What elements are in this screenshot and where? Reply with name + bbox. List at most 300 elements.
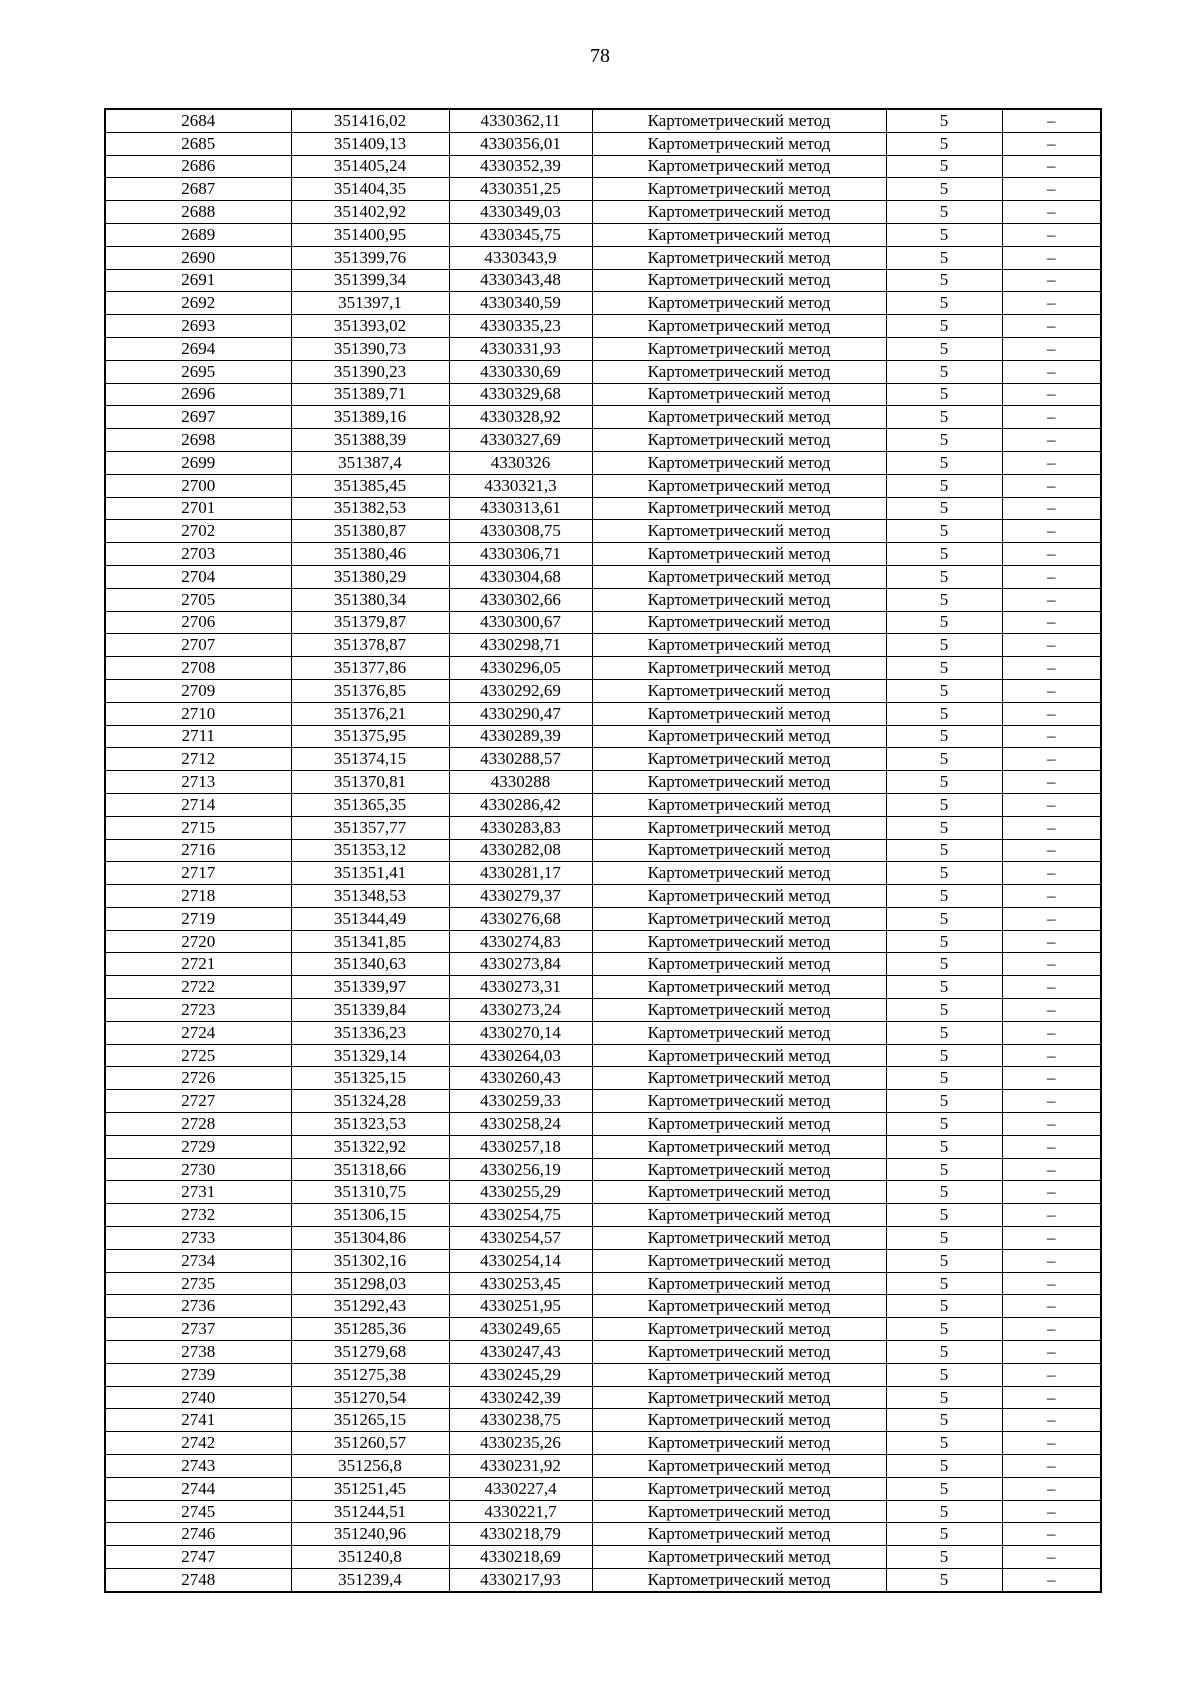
table-row <box>105 201 1101 224</box>
note-cell: – <box>1002 702 1101 725</box>
note-cell: – <box>1002 269 1101 292</box>
y-coordinate-cell: 4330273,84 <box>449 953 592 976</box>
y-coordinate-cell: 4330282,08 <box>449 839 592 862</box>
table-row <box>105 1272 1101 1295</box>
table-row <box>105 383 1101 406</box>
accuracy-cell: 5 <box>886 1113 1002 1136</box>
note-cell: – <box>1002 793 1101 816</box>
note-cell: – <box>1002 1181 1101 1204</box>
note-cell: – <box>1002 565 1101 588</box>
accuracy-cell: 5 <box>886 1409 1002 1432</box>
accuracy-cell: 5 <box>886 657 1002 680</box>
table-row <box>105 862 1101 885</box>
accuracy-cell: 5 <box>886 1044 1002 1067</box>
point-number-cell: 2729 <box>105 1135 291 1158</box>
table-row <box>105 1455 1101 1478</box>
y-coordinate-cell: 4330351,25 <box>449 178 592 201</box>
method-cell: Картометрический метод <box>592 565 886 588</box>
y-coordinate-cell: 4330290,47 <box>449 702 592 725</box>
x-coordinate-cell: 351348,53 <box>291 885 449 908</box>
y-coordinate-cell: 4330274,83 <box>449 930 592 953</box>
x-coordinate-cell: 351240,8 <box>291 1546 449 1569</box>
accuracy-cell: 5 <box>886 725 1002 748</box>
y-coordinate-cell: 4330329,68 <box>449 383 592 406</box>
method-cell: Картометрический метод <box>592 520 886 543</box>
note-cell: – <box>1002 155 1101 178</box>
method-cell: Картометрический метод <box>592 1067 886 1090</box>
method-cell: Картометрический метод <box>592 679 886 702</box>
y-coordinate-cell: 4330251,95 <box>449 1295 592 1318</box>
method-cell: Картометрический метод <box>592 1363 886 1386</box>
point-number-cell: 2727 <box>105 1090 291 1113</box>
y-coordinate-cell: 4330221,7 <box>449 1500 592 1523</box>
point-number-cell: 2728 <box>105 1113 291 1136</box>
note-cell: – <box>1002 771 1101 794</box>
note-cell: – <box>1002 611 1101 634</box>
table-row <box>105 246 1101 269</box>
point-number-cell: 2726 <box>105 1067 291 1090</box>
accuracy-cell: 5 <box>886 1363 1002 1386</box>
note-cell: – <box>1002 132 1101 155</box>
note-cell: – <box>1002 588 1101 611</box>
note-cell: – <box>1002 748 1101 771</box>
accuracy-cell: 5 <box>886 543 1002 566</box>
y-coordinate-cell: 4330264,03 <box>449 1044 592 1067</box>
accuracy-cell: 5 <box>886 1204 1002 1227</box>
y-coordinate-cell: 4330335,23 <box>449 315 592 338</box>
method-cell: Картометрический метод <box>592 223 886 246</box>
table-row <box>105 657 1101 680</box>
table-row <box>105 1318 1101 1341</box>
note-cell: – <box>1002 109 1101 132</box>
table-row <box>105 520 1101 543</box>
x-coordinate-cell: 351380,34 <box>291 588 449 611</box>
x-coordinate-cell: 351378,87 <box>291 634 449 657</box>
point-number-cell: 2702 <box>105 520 291 543</box>
accuracy-cell: 5 <box>886 178 1002 201</box>
x-coordinate-cell: 351375,95 <box>291 725 449 748</box>
point-number-cell: 2733 <box>105 1227 291 1250</box>
accuracy-cell: 5 <box>886 1227 1002 1250</box>
accuracy-cell: 5 <box>886 429 1002 452</box>
note-cell: – <box>1002 976 1101 999</box>
point-number-cell: 2721 <box>105 953 291 976</box>
note-cell: – <box>1002 1455 1101 1478</box>
method-cell: Картометрический метод <box>592 1409 886 1432</box>
table-row <box>105 1477 1101 1500</box>
x-coordinate-cell: 351329,14 <box>291 1044 449 1067</box>
accuracy-cell: 5 <box>886 1477 1002 1500</box>
y-coordinate-cell: 4330343,48 <box>449 269 592 292</box>
method-cell: Картометрический метод <box>592 816 886 839</box>
method-cell: Картометрический метод <box>592 1204 886 1227</box>
x-coordinate-cell: 351393,02 <box>291 315 449 338</box>
table-row <box>105 1090 1101 1113</box>
y-coordinate-cell: 4330283,83 <box>449 816 592 839</box>
x-coordinate-cell: 351344,49 <box>291 907 449 930</box>
y-coordinate-cell: 4330253,45 <box>449 1272 592 1295</box>
note-cell: – <box>1002 1500 1101 1523</box>
accuracy-cell: 5 <box>886 1432 1002 1455</box>
method-cell: Картометрический метод <box>592 383 886 406</box>
method-cell: Картометрический метод <box>592 771 886 794</box>
note-cell: – <box>1002 1044 1101 1067</box>
table-row <box>105 1569 1101 1592</box>
x-coordinate-cell: 351310,75 <box>291 1181 449 1204</box>
y-coordinate-cell: 4330256,19 <box>449 1158 592 1181</box>
y-coordinate-cell: 4330249,65 <box>449 1318 592 1341</box>
accuracy-cell: 5 <box>886 269 1002 292</box>
point-number-cell: 2719 <box>105 907 291 930</box>
method-cell: Картометрический метод <box>592 1158 886 1181</box>
method-cell: Картометрический метод <box>592 839 886 862</box>
accuracy-cell: 5 <box>886 451 1002 474</box>
y-coordinate-cell: 4330218,79 <box>449 1523 592 1546</box>
accuracy-cell: 5 <box>886 497 1002 520</box>
accuracy-cell: 5 <box>886 1295 1002 1318</box>
x-coordinate-cell: 351402,92 <box>291 201 449 224</box>
accuracy-cell: 5 <box>886 976 1002 999</box>
accuracy-cell: 5 <box>886 383 1002 406</box>
table-row <box>105 1227 1101 1250</box>
y-coordinate-cell: 4330281,17 <box>449 862 592 885</box>
y-coordinate-cell: 4330340,59 <box>449 292 592 315</box>
method-cell: Картометрический метод <box>592 976 886 999</box>
method-cell: Картометрический метод <box>592 1523 886 1546</box>
method-cell: Картометрический метод <box>592 1477 886 1500</box>
point-number-cell: 2687 <box>105 178 291 201</box>
note-cell: – <box>1002 1158 1101 1181</box>
x-coordinate-cell: 351388,39 <box>291 429 449 452</box>
method-cell: Картометрический метод <box>592 1113 886 1136</box>
note-cell: – <box>1002 178 1101 201</box>
table-row <box>105 1409 1101 1432</box>
method-cell: Картометрический метод <box>592 1272 886 1295</box>
method-cell: Картометрический метод <box>592 1227 886 1250</box>
point-number-cell: 2701 <box>105 497 291 520</box>
x-coordinate-cell: 351340,63 <box>291 953 449 976</box>
note-cell: – <box>1002 451 1101 474</box>
note-cell: – <box>1002 1067 1101 1090</box>
accuracy-cell: 5 <box>886 315 1002 338</box>
method-cell: Картометрический метод <box>592 406 886 429</box>
point-number-cell: 2689 <box>105 223 291 246</box>
x-coordinate-cell: 351339,84 <box>291 999 449 1022</box>
method-cell: Картометрический метод <box>592 1249 886 1272</box>
point-number-cell: 2704 <box>105 565 291 588</box>
method-cell: Картометрический метод <box>592 1090 886 1113</box>
accuracy-cell: 5 <box>886 1546 1002 1569</box>
note-cell: – <box>1002 679 1101 702</box>
note-cell: – <box>1002 1135 1101 1158</box>
table-row <box>105 1021 1101 1044</box>
accuracy-cell: 5 <box>886 520 1002 543</box>
accuracy-cell: 5 <box>886 953 1002 976</box>
method-cell: Картометрический метод <box>592 1135 886 1158</box>
point-number-cell: 2736 <box>105 1295 291 1318</box>
table-row <box>105 907 1101 930</box>
note-cell: – <box>1002 201 1101 224</box>
point-number-cell: 2695 <box>105 360 291 383</box>
method-cell: Картометрический метод <box>592 1386 886 1409</box>
x-coordinate-cell: 351292,43 <box>291 1295 449 1318</box>
accuracy-cell: 5 <box>886 702 1002 725</box>
point-number-cell: 2743 <box>105 1455 291 1478</box>
accuracy-cell: 5 <box>886 201 1002 224</box>
x-coordinate-cell: 351404,35 <box>291 178 449 201</box>
point-number-cell: 2685 <box>105 132 291 155</box>
y-coordinate-cell: 4330352,39 <box>449 155 592 178</box>
note-cell: – <box>1002 1318 1101 1341</box>
x-coordinate-cell: 351389,16 <box>291 406 449 429</box>
note-cell: – <box>1002 406 1101 429</box>
y-coordinate-cell: 4330296,05 <box>449 657 592 680</box>
y-coordinate-cell: 4330330,69 <box>449 360 592 383</box>
x-coordinate-cell: 351390,73 <box>291 337 449 360</box>
point-number-cell: 2716 <box>105 839 291 862</box>
x-coordinate-cell: 351304,86 <box>291 1227 449 1250</box>
method-cell: Картометрический метод <box>592 178 886 201</box>
x-coordinate-cell: 351322,92 <box>291 1135 449 1158</box>
y-coordinate-cell: 4330304,68 <box>449 565 592 588</box>
x-coordinate-cell: 351325,15 <box>291 1067 449 1090</box>
x-coordinate-cell: 351279,68 <box>291 1341 449 1364</box>
method-cell: Картометрический метод <box>592 907 886 930</box>
point-number-cell: 2697 <box>105 406 291 429</box>
accuracy-cell: 5 <box>886 748 1002 771</box>
table-row <box>105 771 1101 794</box>
x-coordinate-cell: 351318,66 <box>291 1158 449 1181</box>
x-coordinate-cell: 351376,21 <box>291 702 449 725</box>
note-cell: – <box>1002 429 1101 452</box>
method-cell: Картометрический метод <box>592 1569 886 1592</box>
accuracy-cell: 5 <box>886 1318 1002 1341</box>
method-cell: Картометрический метод <box>592 1432 886 1455</box>
x-coordinate-cell: 351397,1 <box>291 292 449 315</box>
method-cell: Картометрический метод <box>592 930 886 953</box>
table-row <box>105 1158 1101 1181</box>
method-cell: Картометрический метод <box>592 337 886 360</box>
note-cell: – <box>1002 839 1101 862</box>
accuracy-cell: 5 <box>886 1455 1002 1478</box>
y-coordinate-cell: 4330331,93 <box>449 337 592 360</box>
note-cell: – <box>1002 474 1101 497</box>
y-coordinate-cell: 4330270,14 <box>449 1021 592 1044</box>
y-coordinate-cell: 4330276,68 <box>449 907 592 930</box>
point-number-cell: 2723 <box>105 999 291 1022</box>
table-row <box>105 565 1101 588</box>
y-coordinate-cell: 4330235,26 <box>449 1432 592 1455</box>
note-cell: – <box>1002 1341 1101 1364</box>
point-number-cell: 2737 <box>105 1318 291 1341</box>
note-cell: – <box>1002 543 1101 566</box>
y-coordinate-cell: 4330254,57 <box>449 1227 592 1250</box>
x-coordinate-cell: 351298,03 <box>291 1272 449 1295</box>
y-coordinate-cell: 4330273,31 <box>449 976 592 999</box>
method-cell: Картометрический метод <box>592 1546 886 1569</box>
point-number-cell: 2705 <box>105 588 291 611</box>
coordinates-table <box>104 108 1102 1593</box>
method-cell: Картометрический метод <box>592 657 886 680</box>
point-number-cell: 2738 <box>105 1341 291 1364</box>
y-coordinate-cell: 4330273,24 <box>449 999 592 1022</box>
y-coordinate-cell: 4330328,92 <box>449 406 592 429</box>
x-coordinate-cell: 351256,8 <box>291 1455 449 1478</box>
accuracy-cell: 5 <box>886 839 1002 862</box>
y-coordinate-cell: 4330258,24 <box>449 1113 592 1136</box>
y-coordinate-cell: 4330231,92 <box>449 1455 592 1478</box>
method-cell: Картометрический метод <box>592 109 886 132</box>
table-row <box>105 155 1101 178</box>
accuracy-cell: 5 <box>886 246 1002 269</box>
note-cell: – <box>1002 725 1101 748</box>
method-cell: Картометрический метод <box>592 611 886 634</box>
point-number-cell: 2691 <box>105 269 291 292</box>
point-number-cell: 2699 <box>105 451 291 474</box>
x-coordinate-cell: 351244,51 <box>291 1500 449 1523</box>
note-cell: – <box>1002 383 1101 406</box>
table-row <box>105 360 1101 383</box>
note-cell: – <box>1002 930 1101 953</box>
y-coordinate-cell: 4330349,03 <box>449 201 592 224</box>
y-coordinate-cell: 4330288 <box>449 771 592 794</box>
y-coordinate-cell: 4330321,3 <box>449 474 592 497</box>
x-coordinate-cell: 351365,35 <box>291 793 449 816</box>
x-coordinate-cell: 351306,15 <box>291 1204 449 1227</box>
point-number-cell: 2741 <box>105 1409 291 1432</box>
note-cell: – <box>1002 862 1101 885</box>
table-row <box>105 497 1101 520</box>
accuracy-cell: 5 <box>886 1181 1002 1204</box>
accuracy-cell: 5 <box>886 1090 1002 1113</box>
method-cell: Картометрический метод <box>592 474 886 497</box>
accuracy-cell: 5 <box>886 816 1002 839</box>
y-coordinate-cell: 4330217,93 <box>449 1569 592 1592</box>
method-cell: Картометрический метод <box>592 634 886 657</box>
method-cell: Картометрический метод <box>592 725 886 748</box>
point-number-cell: 2710 <box>105 702 291 725</box>
y-coordinate-cell: 4330247,43 <box>449 1341 592 1364</box>
table-row <box>105 429 1101 452</box>
accuracy-cell: 5 <box>886 155 1002 178</box>
point-number-cell: 2715 <box>105 816 291 839</box>
method-cell: Картометрический метод <box>592 1044 886 1067</box>
method-cell: Картометрический метод <box>592 1181 886 1204</box>
accuracy-cell: 5 <box>886 1158 1002 1181</box>
x-coordinate-cell: 351260,57 <box>291 1432 449 1455</box>
table-row <box>105 1363 1101 1386</box>
method-cell: Картометрический метод <box>592 360 886 383</box>
table-row <box>105 1386 1101 1409</box>
accuracy-cell: 5 <box>886 1272 1002 1295</box>
accuracy-cell: 5 <box>886 930 1002 953</box>
accuracy-cell: 5 <box>886 132 1002 155</box>
point-number-cell: 2706 <box>105 611 291 634</box>
x-coordinate-cell: 351387,4 <box>291 451 449 474</box>
x-coordinate-cell: 351339,97 <box>291 976 449 999</box>
method-cell: Картометрический метод <box>592 1500 886 1523</box>
y-coordinate-cell: 4330254,14 <box>449 1249 592 1272</box>
x-coordinate-cell: 351380,46 <box>291 543 449 566</box>
point-number-cell: 2694 <box>105 337 291 360</box>
table-row <box>105 679 1101 702</box>
method-cell: Картометрический метод <box>592 132 886 155</box>
y-coordinate-cell: 4330362,11 <box>449 109 592 132</box>
table-row <box>105 725 1101 748</box>
x-coordinate-cell: 351376,85 <box>291 679 449 702</box>
y-coordinate-cell: 4330356,01 <box>449 132 592 155</box>
point-number-cell: 2696 <box>105 383 291 406</box>
note-cell: – <box>1002 1546 1101 1569</box>
table-row <box>105 1500 1101 1523</box>
table-row <box>105 816 1101 839</box>
table-row <box>105 1135 1101 1158</box>
point-number-cell: 2709 <box>105 679 291 702</box>
note-cell: – <box>1002 1249 1101 1272</box>
accuracy-cell: 5 <box>886 1341 1002 1364</box>
point-number-cell: 2713 <box>105 771 291 794</box>
method-cell: Картометрический метод <box>592 862 886 885</box>
point-number-cell: 2742 <box>105 1432 291 1455</box>
note-cell: – <box>1002 1363 1101 1386</box>
x-coordinate-cell: 351377,86 <box>291 657 449 680</box>
table-row <box>105 337 1101 360</box>
accuracy-cell: 5 <box>886 1500 1002 1523</box>
y-coordinate-cell: 4330308,75 <box>449 520 592 543</box>
point-number-cell: 2698 <box>105 429 291 452</box>
table-row <box>105 223 1101 246</box>
point-number-cell: 2708 <box>105 657 291 680</box>
point-number-cell: 2740 <box>105 1386 291 1409</box>
y-coordinate-cell: 4330289,39 <box>449 725 592 748</box>
x-coordinate-cell: 351285,36 <box>291 1318 449 1341</box>
note-cell: – <box>1002 999 1101 1022</box>
method-cell: Картометрический метод <box>592 999 886 1022</box>
note-cell: – <box>1002 337 1101 360</box>
note-cell: – <box>1002 1021 1101 1044</box>
method-cell: Картометрический метод <box>592 1021 886 1044</box>
y-coordinate-cell: 4330298,71 <box>449 634 592 657</box>
accuracy-cell: 5 <box>886 1249 1002 1272</box>
x-coordinate-cell: 351409,13 <box>291 132 449 155</box>
note-cell: – <box>1002 885 1101 908</box>
method-cell: Картометрический метод <box>592 702 886 725</box>
point-number-cell: 2739 <box>105 1363 291 1386</box>
table-row <box>105 634 1101 657</box>
table-row <box>105 793 1101 816</box>
x-coordinate-cell: 351251,45 <box>291 1477 449 1500</box>
note-cell: – <box>1002 520 1101 543</box>
x-coordinate-cell: 351265,15 <box>291 1409 449 1432</box>
note-cell: – <box>1002 657 1101 680</box>
table-row <box>105 588 1101 611</box>
table-row <box>105 1067 1101 1090</box>
accuracy-cell: 5 <box>886 360 1002 383</box>
point-number-cell: 2734 <box>105 1249 291 1272</box>
accuracy-cell: 5 <box>886 109 1002 132</box>
method-cell: Картометрический метод <box>592 748 886 771</box>
method-cell: Картометрический метод <box>592 315 886 338</box>
point-number-cell: 2700 <box>105 474 291 497</box>
accuracy-cell: 5 <box>886 634 1002 657</box>
accuracy-cell: 5 <box>886 337 1002 360</box>
method-cell: Картометрический метод <box>592 1318 886 1341</box>
x-coordinate-cell: 351385,45 <box>291 474 449 497</box>
y-coordinate-cell: 4330345,75 <box>449 223 592 246</box>
note-cell: – <box>1002 223 1101 246</box>
point-number-cell: 2724 <box>105 1021 291 1044</box>
x-coordinate-cell: 351351,41 <box>291 862 449 885</box>
